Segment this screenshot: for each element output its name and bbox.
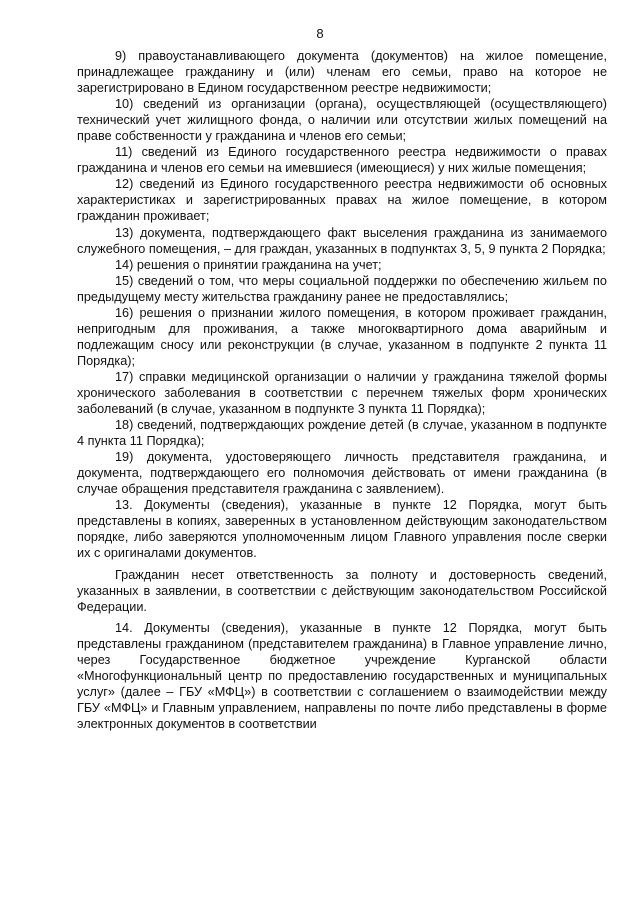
paragraph-item-19: 19) документа, удостоверяющего личность представителя гражданина, и документа, подтверждающего его полномочия действовать от имени гражданина (в случае обращения представителя гражданина с заявлением). xyxy=(77,450,607,497)
paragraph-item-17: 17) справки медицинской организации о наличии у гражданина тяжелой формы хронического заболевания в соответствии с перечнем тяжелых форм хронических заболеваний (в случае, указанном в подпункте 3 пункта 11 Порядка); xyxy=(77,369,607,417)
paragraph-item-13: 13) документа, подтверждающего факт выселения гражданина из занимаемого служебного помещения, – для граждан, указанных в подпунктах 3, 5, 9 пункта 2 Порядка; xyxy=(77,225,607,256)
paragraph-item-11: 11) сведений из Единого государственного реестра недвижимости о правах гражданина и членов его семьи на имевшиеся (имеющиеся) у них жилые помещения; xyxy=(77,145,607,176)
paragraph-clause-13: 13. Документы (сведения), указанные в пункте 12 Порядка, могут быть представлены в копиях, заверенных в установленном действующим законодательством порядке, либо заверяются уполномоченным лицом Главного управления после сверки их с оригиналами документов. xyxy=(77,498,607,561)
paragraph-responsibility: Гражданин несет ответственность за полноту и достоверность сведений, указанных в заявлении, в соответствии с действующим законодательством Российской Федерации. xyxy=(77,567,607,614)
paragraph-item-14: 14) решения о принятии гражданина на учет; xyxy=(115,257,382,272)
paragraph-item-16: 16) решения о признании жилого помещения, в котором проживает гражданин, непригодным для проживания, а также многоквартирного дома аварийным и подлежащим сносу или реконструкции (в случае, указанном в подпункте 2 пункта 11 Порядка); xyxy=(77,305,607,368)
page-number: 8 xyxy=(316,26,324,41)
paragraph-item-15: 15) сведений о том, что меры социальной поддержки по обеспечению жильем по предыдущему месту жительства гражданину ранее не предоставлялись; xyxy=(77,273,607,304)
paragraph-item-18: 18) сведений, подтверждающих рождение детей (в случае, указанном в подпункте 4 пункта 11 Порядка); xyxy=(77,418,607,449)
paragraph-clause-14: 14. Документы (сведения), указанные в пункте 12 Порядка, могут быть представлены гражданином (представителем гражданина) в Главное управление лично, через Государственное бюджетное учреждение Курганской области «Многофункциональный центр по предоставлению государственных и муниципальных услуг» (далее – ГБУ «МФЦ») в соответствии с соглашением о взаимодействии между ГБУ «МФЦ» и Главным управлением, направлены по почте либо представлены в форме электронных документов в соответствии xyxy=(77,620,607,731)
document-body xyxy=(77,48,607,732)
paragraph-item-10: 10) сведений из организации (органа), осуществляющей (осуществляющего) технический учет жилищного фонда, о наличии или отсутствии жилых помещений на праве собственности у гражданина и членов его семьи; xyxy=(77,97,607,144)
paragraph-item-9: 9) правоустанавливающего документа (документов) на жилое помещение, принадлежащее гражданину и (или) членам его семьи, право на которое не зарегистрировано в Едином государственном реестре недвижимости; xyxy=(77,49,607,96)
paragraph-item-12: 12) сведений из Единого государственного реестра недвижимости об основных характеристиках и зарегистрированных правах на жилое помещение, в котором гражданин проживает; xyxy=(77,177,607,224)
